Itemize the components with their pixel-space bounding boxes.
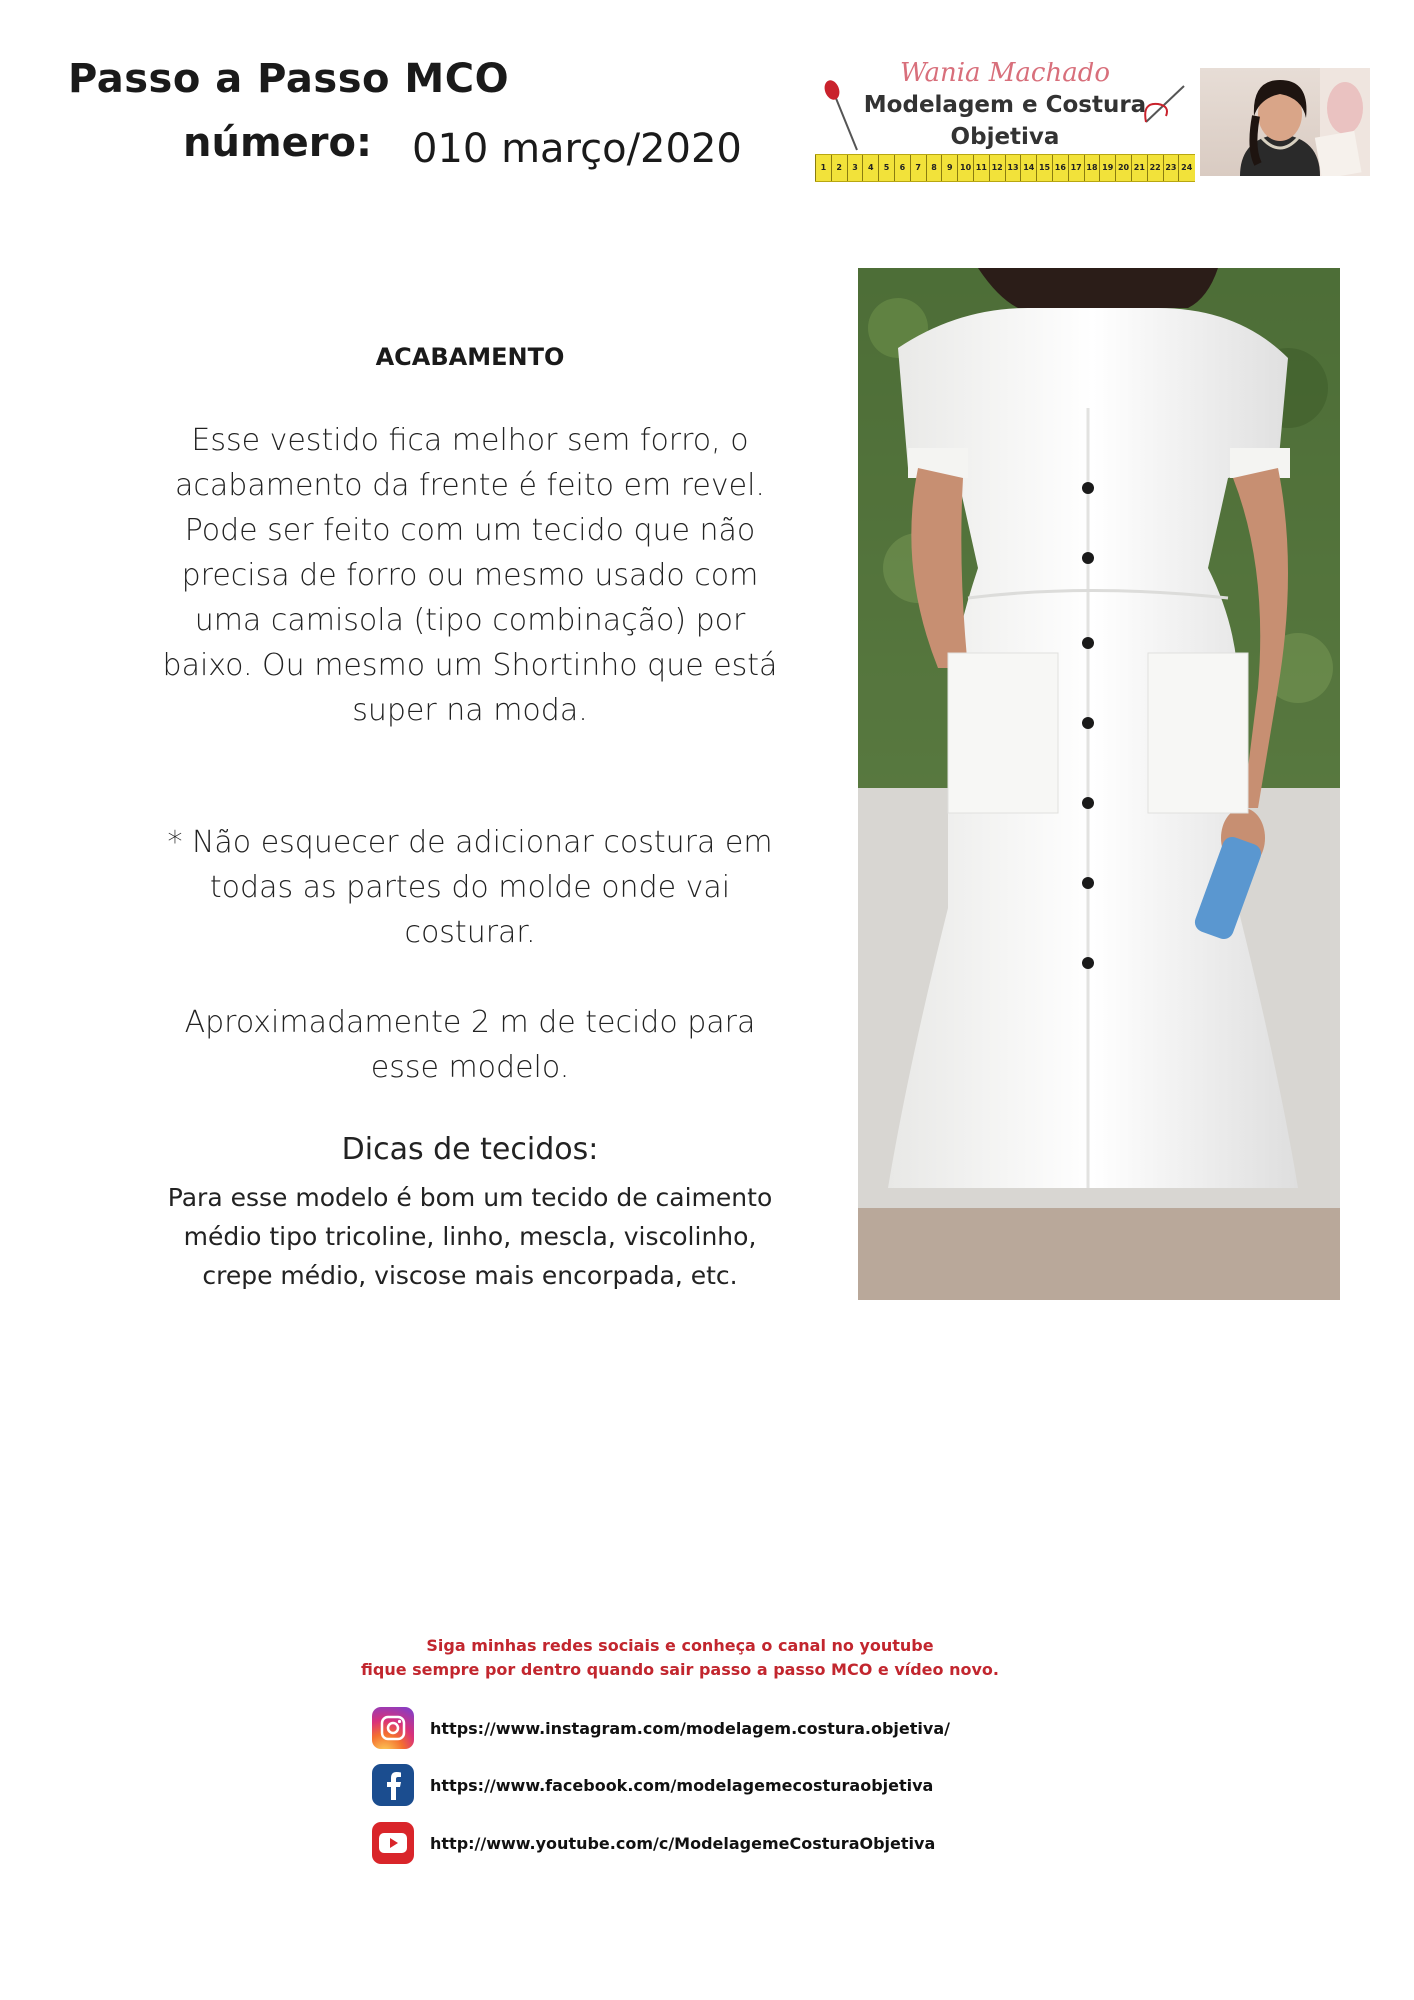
fabric-amount: Aproximadamente 2 m de tecido para esse modelo. bbox=[184, 1005, 756, 1085]
finishing-paragraph: Esse vestido fica melhor sem forro, o acabamento da frente é feito em revel. Pode ser feito com um tecido que não precisa de forro ou mesmo usado com uma camisola (tipo combinação) por baixo. Ou mesmo um Shortinho que está super na moda. bbox=[162, 423, 778, 728]
dress-photo bbox=[858, 268, 1340, 1300]
facebook-link[interactable]: https://www.facebook.com/modelagemecosturaobjetiva bbox=[430, 1775, 934, 1795]
tape-number: 10 bbox=[957, 155, 973, 181]
tape-number: 3 bbox=[847, 155, 863, 181]
tape-number: 1 bbox=[815, 155, 831, 181]
tape-number: 24 bbox=[1178, 155, 1194, 181]
tape-number: 2 bbox=[831, 155, 847, 181]
tape-number: 21 bbox=[1131, 155, 1147, 181]
logo-script-name: Wania Machado bbox=[899, 62, 1111, 84]
tape-number: 7 bbox=[910, 155, 926, 181]
instagram-row bbox=[372, 1706, 950, 1750]
facebook-icon bbox=[372, 1764, 414, 1806]
issue-number: 010 março/2020 bbox=[412, 126, 742, 172]
tape-number: 20 bbox=[1115, 155, 1131, 181]
tape-number: 18 bbox=[1084, 155, 1100, 181]
tape-number: 13 bbox=[1005, 155, 1021, 181]
tape-number: 15 bbox=[1036, 155, 1052, 181]
section-heading: ACABAMENTO bbox=[375, 343, 565, 371]
youtube-row bbox=[372, 1821, 935, 1865]
tape-number: 22 bbox=[1147, 155, 1163, 181]
measuring-tape bbox=[815, 154, 1195, 182]
instagram-icon bbox=[372, 1707, 414, 1749]
instagram-link[interactable]: https://www.instagram.com/modelagem.costura.objetiva/ bbox=[430, 1718, 950, 1738]
social-invite-line2: fique sempre por dentro quando sair passo a passo MCO e vídeo novo. bbox=[361, 1660, 999, 1679]
youtube-icon bbox=[372, 1822, 414, 1864]
social-invite-line1: Siga minhas redes sociais e conheça o canal no youtube bbox=[426, 1636, 934, 1655]
logo-brand-line1: Modelagem e Costura bbox=[863, 92, 1147, 118]
tape-number: 14 bbox=[1020, 155, 1036, 181]
portrait-illustration bbox=[1200, 68, 1370, 176]
youtube-link[interactable]: http://www.youtube.com/c/ModelagemeCosturaObjetiva bbox=[430, 1833, 936, 1853]
tape-number: 23 bbox=[1163, 155, 1179, 181]
seam-allowance-note: * Não esquecer de adicionar costura em todas as partes do molde onde vai costurar. bbox=[167, 825, 773, 950]
document-title: Passo a Passo MCO bbox=[68, 56, 510, 102]
tape-number: 5 bbox=[878, 155, 894, 181]
fabric-tips-heading: Dicas de tecidos: bbox=[341, 1132, 599, 1167]
tape-number: 6 bbox=[894, 155, 910, 181]
author-portrait bbox=[1200, 68, 1370, 176]
tape-number: 11 bbox=[973, 155, 989, 181]
tape-number: 17 bbox=[1068, 155, 1084, 181]
tape-number: 12 bbox=[989, 155, 1005, 181]
tape-number: 4 bbox=[862, 155, 878, 181]
tape-number: 19 bbox=[1099, 155, 1115, 181]
brand-logo bbox=[815, 62, 1195, 182]
issue-label: número: bbox=[183, 120, 372, 166]
dress-illustration bbox=[858, 268, 1340, 1300]
fabric-tips-text: Para esse modelo é bom um tecido de caimento médio tipo tricoline, linho, mescla, viscolinho, crepe médio, viscose mais encorpada, etc. bbox=[167, 1183, 773, 1290]
facebook-row bbox=[372, 1763, 933, 1807]
tape-number: 9 bbox=[941, 155, 957, 181]
tape-number: 8 bbox=[926, 155, 942, 181]
logo-brand-line2: Objetiva bbox=[950, 124, 1060, 150]
tape-number: 16 bbox=[1052, 155, 1068, 181]
